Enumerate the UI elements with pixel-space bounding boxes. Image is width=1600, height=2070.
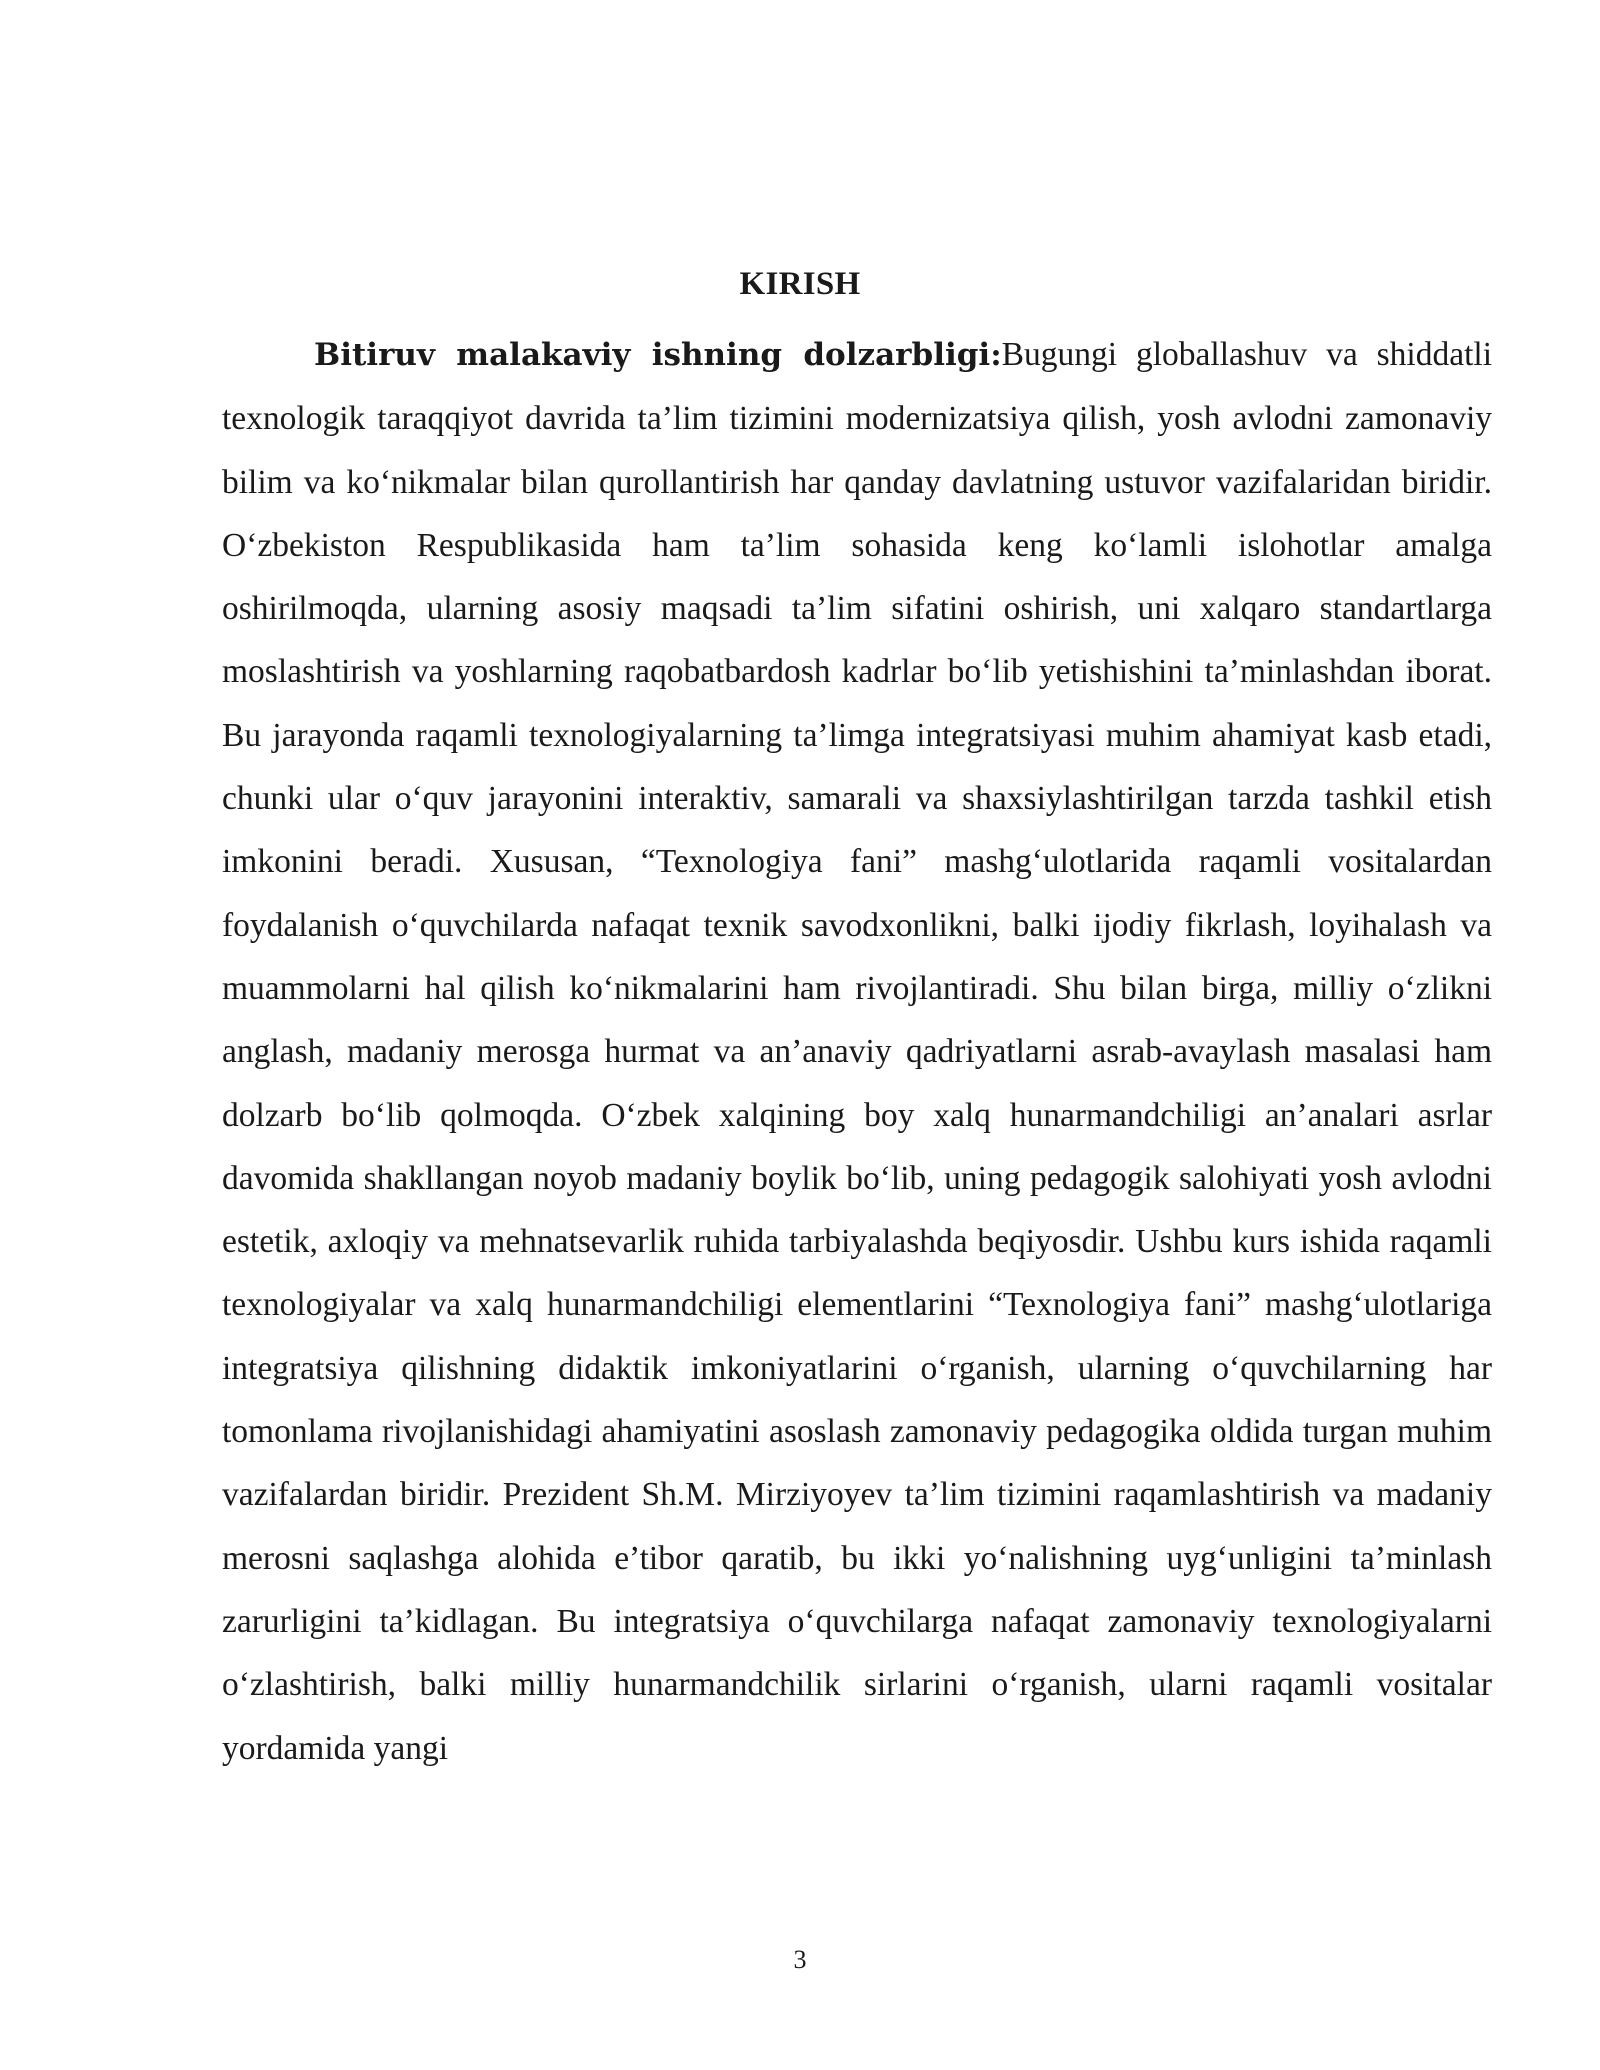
paragraph-text: Bugungi globallashuv va shiddatli texnologik taraqqiyot davrida ta’lim tizimini modernizatsiya qilish, yosh avlodni zamonaviy bilim va ko‘nikmalar bilan qurollantirish har qanday davlatning ustuvor vazifalaridan biridir. O‘zbekiston Respublikasida ham ta’lim sohasida keng ko‘lamli islohotlar amalga oshirilmoqda, ularning asosiy maqsadi ta’lim sifatini oshirish, uni xalqaro standartlarga moslashtirish va yoshlarning raqobatbardosh kadrlar bo‘lib yetishishini ta’minlashdan iborat. Bu jarayonda raqamli texnologiyalarning ta’limga integratsiyasi muhim ahamiyat kasb etadi, chunki ular o‘quv jarayonini interaktiv, samarali va shaxsiylashtirilgan tarzda tashkil etish imkonini beradi. Xususan, “Texnologiya fani” mashg‘ulotlarida raqamli vositalardan foydalanish o‘quvchilarda nafaqat texnik savodxonlikni, balki ijodiy fikrlash, loyihalash va muammolarni hal qilish ko‘nikmalarini ham rivojlantiradi. Shu bilan birga, milliy o‘zlikni anglash, madaniy merosga hurmat va an’anaviy qadriyatlarni asrab-avaylash masalasi ham dolzarb bo‘lib qolmoqda. O‘zbek xalqining boy xalq hunarmandchiligi an’analari asrlar davomida shakllangan noyob madaniy boylik bo‘lib, uning pedagogik salohiyati yosh avlodni estetik, axloqiy va mehnatsevarlik ruhida tarbiyalashda beqiyosdir. Ushbu kurs ishida raqamli texnologiyalar va xalq hunarmandchiligi elementlarini “Texnologiya fani” mashg‘ulotlariga integratsiya qilishning didaktik imkoniyatlarini o‘rganish, ularning o‘quvchilarning har tomonlama rivojlanishidagi ahamiyatini asoslash zamonaviy pedagogika oldida turgan muhim vazifalardan biridir. Prezident Sh.M. Mirziyoyev ta’lim tizimini raqamlashtirish va madaniy merosni saqlashga alohida e’tibor qaratib, bu ikki yo‘nalishning uyg‘unligini ta’minlash zarurligini ta’kidlagan. Bu integratsiya o‘quvchilarga nafaqat zamonaviy texnologiyalarni o‘zlashtirish, balki milliy hunarmandchilik sirlarini o‘rganish, ularni raqamli vositalar yordamida yangi (222, 336, 1493, 1767)
body-paragraph (222, 323, 1492, 1780)
page-number: 3 (793, 1945, 807, 1974)
section-heading: KIRISH (739, 266, 861, 302)
paragraph-lead: Bitiruv malakaviy ishning dolzarbligi: (314, 337, 1002, 373)
